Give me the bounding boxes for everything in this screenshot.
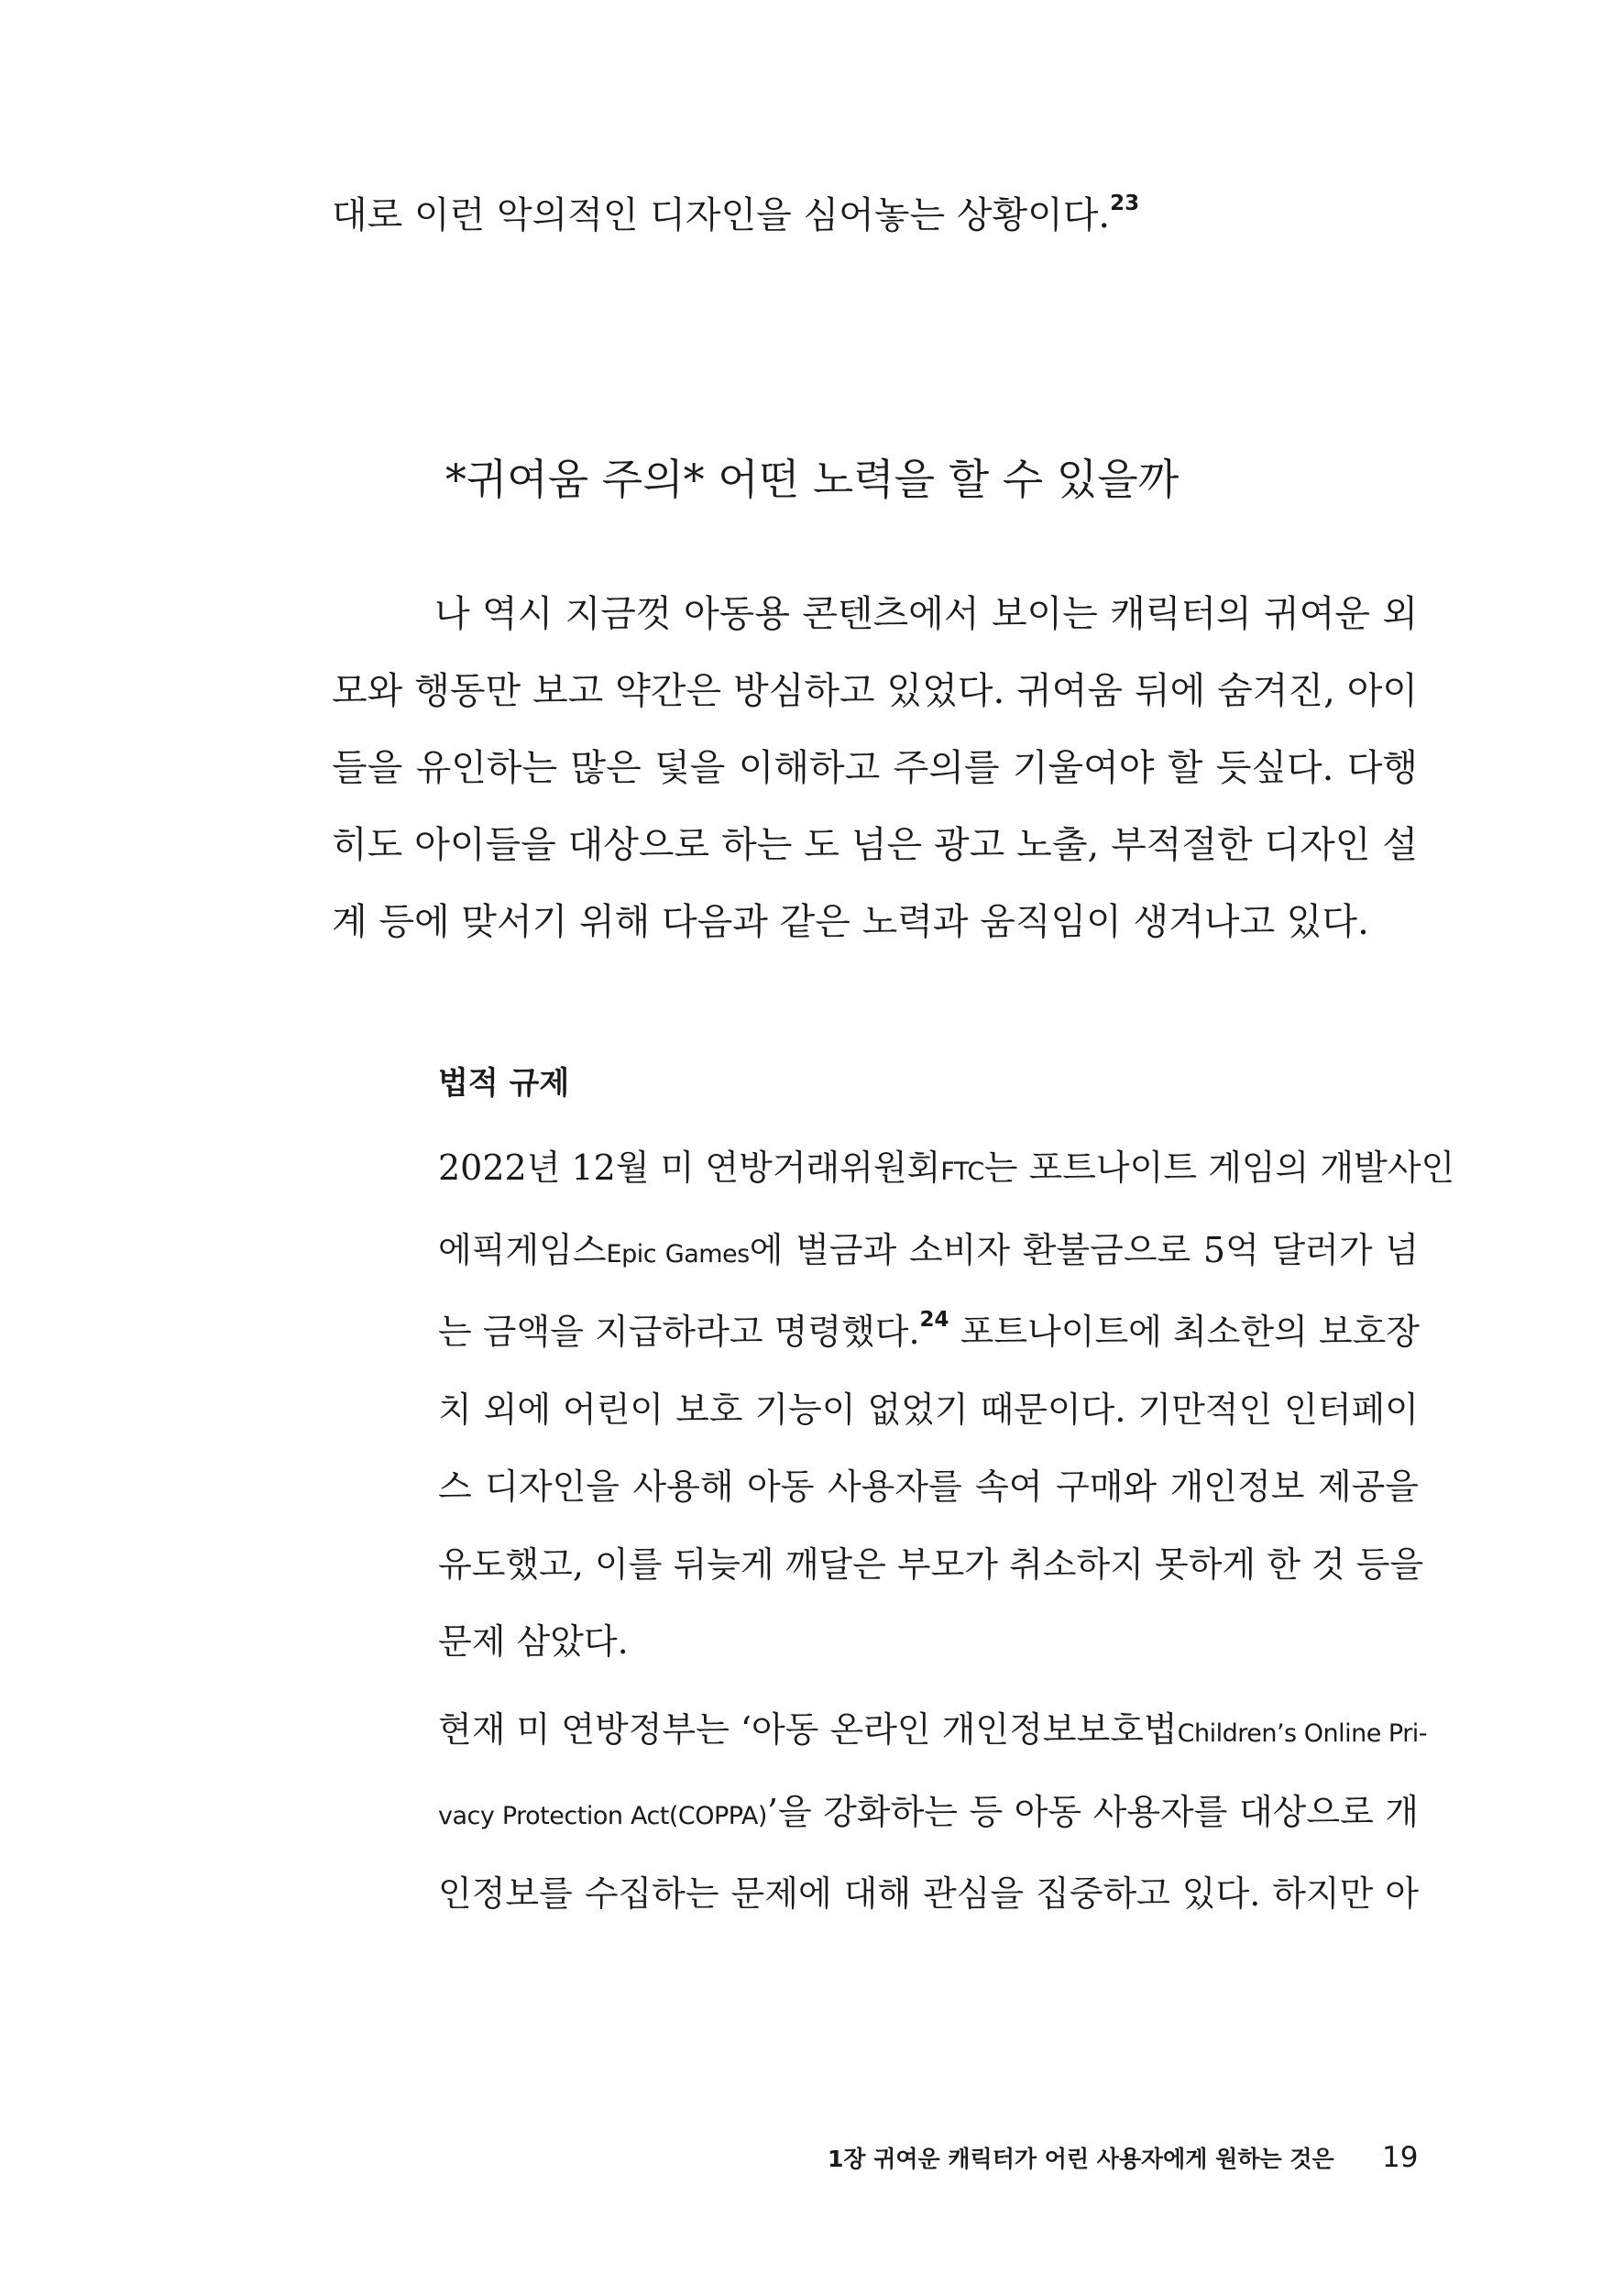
coppa-english-name-2: vacy Protection Act(COPPA) — [438, 1801, 767, 1830]
body-paragraph — [332, 576, 1418, 961]
section-heading: *귀여움 주의* 어떤 노력을 할 수 있을까 — [444, 455, 1180, 504]
subheading-legal-regulation: 법적 규제 — [438, 1065, 570, 1102]
body-line-5: 계 등에 맞서기 위해 다음과 같은 노력과 움직임이 생겨나고 있다. — [332, 901, 1369, 943]
footnote-marker-24: 24 — [919, 1308, 949, 1332]
legal-paragraph — [438, 1129, 1455, 1681]
intro-line — [332, 183, 1432, 247]
footnote-marker-23: 23 — [1110, 192, 1140, 215]
legal-line-3: 는 금액을 지급하라고 명령했다.$^{24}$ 포트나이트에 최소한의 보호장 — [438, 1308, 1420, 1352]
ftc-abbr: FTC — [940, 1158, 984, 1186]
legal-line-6: 유도했고, 이를 뒤늦게 깨달은 부모가 취소하지 못하게 한 것 등을 — [438, 1543, 1424, 1585]
running-footer-chapter: 1장 귀여운 캐릭터가 어린 사용자에게 원하는 것은 — [828, 2146, 1334, 2172]
body-line-2: 모와 행동만 보고 약간은 방심하고 있었다. 귀여움 뒤에 숨겨진, 아이 — [332, 670, 1418, 712]
intro-text: 대로 이런 악의적인 디자인을 심어놓는 상황이다. — [332, 194, 1111, 236]
legal-line-2: 에픽게임스Epic Games에 벌금과 소비자 환불금으로 5억 달러가 넘 — [438, 1229, 1419, 1270]
coppa-english-name-1: Children’s Online Pri- — [1177, 1719, 1428, 1748]
coppa-paragraph — [438, 1691, 1428, 1933]
legal-line-1: 2022년 12월 미 연방거래위원회FTC는 포트나이트 게임의 개발사인 — [438, 1147, 1455, 1188]
legal-line-5: 스 디자인을 사용해 아동 사용자를 속여 구매와 개인정보 제공을 — [438, 1466, 1419, 1507]
coppa-line-1: 현재 미 연방정부는 ‘아동 온라인 개인정보보호법Children’s Online Pri- — [438, 1709, 1428, 1750]
coppa-line-3: 인정보를 수집하는 문제에 대해 관심을 집중하고 있다. 하지만 아 — [438, 1873, 1419, 1914]
page-number: 19 — [1382, 2141, 1419, 2174]
legal-line-7: 문제 삼았다. — [438, 1621, 629, 1662]
body-line-1: 나 역시 지금껏 아동용 콘텐츠에서 보이는 캐릭터의 귀여운 외 — [434, 593, 1418, 635]
epic-games-name: Epic Games — [606, 1239, 750, 1268]
body-line-4: 히도 아이들을 대상으로 하는 도 넘은 광고 노출, 부적절한 디자인 설 — [332, 824, 1418, 866]
coppa-line-2: vacy Protection Act(COPPA)’을 강화하는 등 아동 사용자를 대상으로 개 — [438, 1791, 1420, 1832]
body-line-3: 들을 유인하는 많은 덫을 이해하고 주의를 기울여야 할 듯싶다. 다행 — [332, 747, 1418, 789]
legal-line-4: 치 외에 어린이 보호 기능이 없었기 때문이다. 기만적인 인터페이 — [438, 1389, 1419, 1430]
